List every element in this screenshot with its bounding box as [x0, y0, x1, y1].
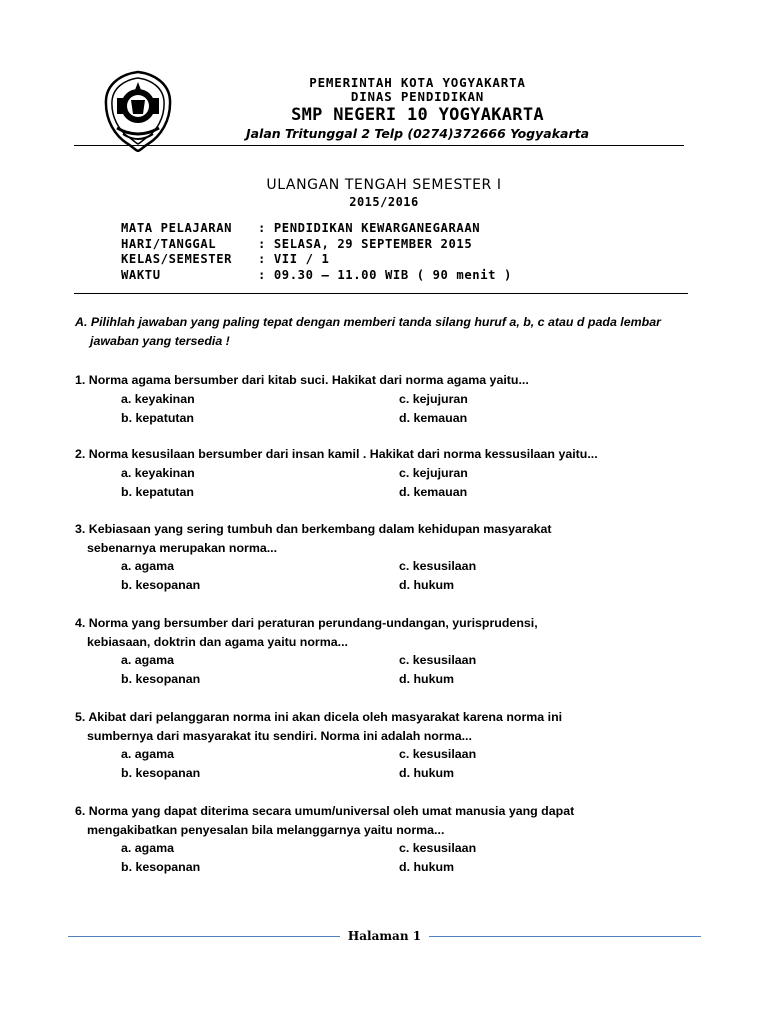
- footer-rule-right: [429, 936, 701, 937]
- instructions: [75, 313, 695, 351]
- question-4: [75, 614, 715, 689]
- option-d[interactable]: d. hukum: [399, 672, 455, 686]
- page-number: Halaman 1: [347, 929, 422, 943]
- question-text: 2. Norma kesusilaan bersumber dari insan kamil . Hakikat dari norma kessusilaan yaitu...: [75, 447, 598, 461]
- option-d[interactable]: d. kemauan: [399, 484, 468, 499]
- letterhead: [190, 75, 645, 142]
- option-a[interactable]: a. agama: [121, 841, 175, 855]
- option-a[interactable]: a. keyakinan: [121, 391, 195, 406]
- question-stem: [75, 614, 715, 651]
- exam-year: 2015/2016: [349, 195, 419, 209]
- info-value: : SELASA, 29 SEPTEMBER 2015: [258, 236, 473, 251]
- info-key: WAKTU: [121, 267, 161, 282]
- info-value: : VII / 1: [258, 252, 330, 266]
- question-text-continued: sumbernya dari masyarakat itu sendiri. Norma ini adalah norma...: [87, 728, 472, 743]
- option-a[interactable]: a. keyakinan: [121, 465, 195, 480]
- letterhead-address: Jalan Tritunggal 2 Telp (0274)372666 Yogyakarta: [245, 126, 590, 141]
- option-d[interactable]: d. hukum: [399, 860, 455, 874]
- info-value: : PENDIDIKAN KEWARGANEGARAAN: [258, 221, 481, 235]
- answer-options: [75, 557, 715, 595]
- option-a[interactable]: a. agama: [121, 747, 175, 761]
- option-b[interactable]: b. kesopanan: [121, 766, 201, 780]
- info-key: KELAS/SEMESTER: [121, 252, 233, 266]
- option-c[interactable]: c. kesusilaan: [399, 653, 477, 667]
- question-text: 6. Norma yang dapat diterima secara umum/universal oleh umat manusia yang dapat: [75, 804, 575, 818]
- option-c[interactable]: c. kesusilaan: [399, 841, 477, 855]
- option-d[interactable]: d. hukum: [399, 766, 455, 780]
- option-b[interactable]: b. kepatutan: [121, 484, 194, 499]
- question-3: [75, 520, 715, 595]
- question-6: [75, 802, 715, 877]
- question-stem: [75, 802, 715, 839]
- question-stem: [75, 708, 715, 745]
- option-b[interactable]: b. kesopanan: [121, 860, 201, 874]
- info-row-date: [121, 237, 512, 253]
- option-b[interactable]: b. kesopanan: [121, 578, 201, 592]
- header-divider: [74, 293, 688, 294]
- option-c[interactable]: c. kejujuran: [399, 391, 468, 406]
- info-row-time: [121, 268, 512, 284]
- question-text-continued: kebiasaan, doktrin dan agama yaitu norma...: [87, 634, 348, 649]
- question-text-continued: mengakibatkan penyesalan bila melanggarnya yaitu norma...: [87, 822, 445, 837]
- info-row-subject: [121, 221, 512, 237]
- option-b[interactable]: b. kesopanan: [121, 672, 201, 686]
- option-a[interactable]: a. agama: [121, 653, 175, 667]
- letterhead-school-name: SMP NEGERI 10 YOGYAKARTA: [291, 105, 544, 125]
- letterhead-government: PEMERINTAH KOTA YOGYAKARTA: [309, 75, 526, 90]
- option-c[interactable]: c. kesusilaan: [399, 559, 477, 573]
- info-key: HARI/TANGGAL: [121, 236, 217, 251]
- info-row-class: [121, 252, 512, 268]
- answer-options: [75, 390, 715, 428]
- option-c[interactable]: c. kesusilaan: [399, 747, 477, 761]
- footer-rule-left: [68, 936, 340, 937]
- option-d[interactable]: d. kemauan: [399, 410, 468, 425]
- instructions-line: jawaban yang tersedia !: [90, 334, 230, 348]
- answer-options: [75, 745, 715, 783]
- question-text-continued: sebenarnya merupakan norma...: [87, 540, 278, 555]
- answer-options: [75, 464, 715, 502]
- answer-options: [75, 839, 715, 877]
- question-5: [75, 708, 715, 783]
- exam-title-block: [0, 176, 768, 210]
- info-value: : 09.30 – 11.00 WIB ( 90 menit ): [258, 267, 512, 282]
- info-key: MATA PELAJARAN: [121, 221, 233, 235]
- question-text: 5. Akibat dari pelanggaran norma ini akan dicela oleh masyarakat karena norma ini: [75, 710, 563, 724]
- question-stem: [75, 371, 715, 390]
- exam-info-table: [121, 221, 512, 283]
- answer-options: [75, 651, 715, 689]
- city-coat-of-arms-icon: [103, 70, 173, 152]
- question-text: 1. Norma agama bersumber dari kitab suci. Hakikat dari norma agama yaitu...: [75, 373, 529, 387]
- option-d[interactable]: d. hukum: [399, 578, 455, 592]
- option-c[interactable]: c. kejujuran: [399, 465, 468, 480]
- option-a[interactable]: a. agama: [121, 559, 175, 573]
- exam-title: ULANGAN TENGAH SEMESTER I: [266, 177, 502, 193]
- question-text: 4. Norma yang bersumber dari peraturan perundang-undangan, yurisprudensi,: [75, 616, 538, 630]
- instructions-line: A. Pilihlah jawaban yang paling tepat dengan memberi tanda silang huruf a, b, c atau d pada lembar: [75, 315, 661, 329]
- question-1: [75, 371, 715, 428]
- letterhead-divider: [74, 145, 684, 146]
- question-stem: [75, 445, 715, 464]
- question-stem: [75, 520, 715, 557]
- question-text: 3. Kebiasaan yang sering tumbuh dan berkembang dalam kehidupan masyarakat: [75, 522, 552, 536]
- option-b[interactable]: b. kepatutan: [121, 410, 194, 425]
- letterhead-department: DINAS PENDIDIKAN: [350, 89, 485, 104]
- question-2: [75, 445, 715, 502]
